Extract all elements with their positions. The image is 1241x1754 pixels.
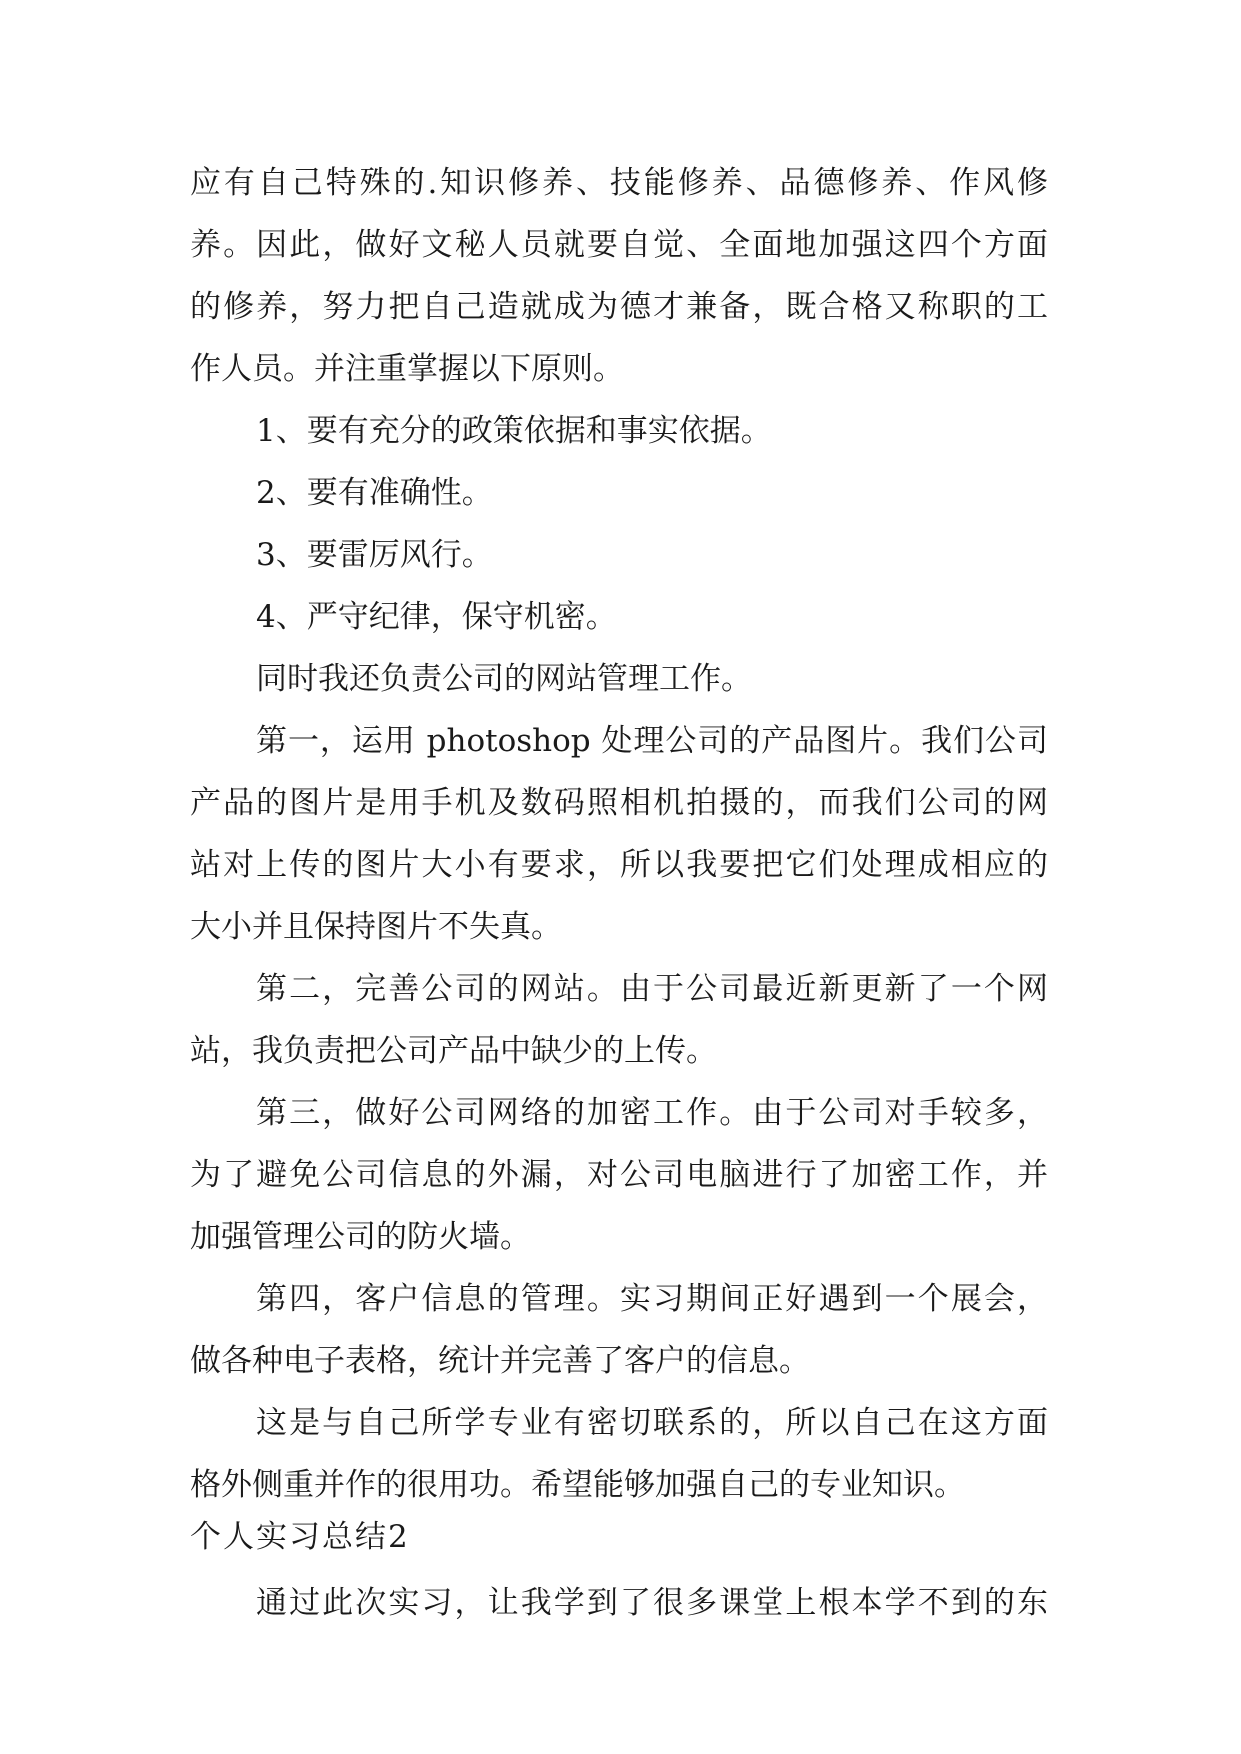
list-item: 2、要有准确性。 [256, 475, 493, 511]
paragraph-line: 大小并且保持图片不失真。 [190, 909, 562, 945]
list-item: 4、严守纪律，保守机密。 [256, 599, 617, 635]
list-item: 1、要有充分的政策依据和事实依据。 [256, 413, 772, 449]
paragraph-line: 格外侧重并作的很用功。希望能够加强自己的专业知识。 [190, 1467, 965, 1503]
paragraph-line: 的修养，努力把自己造就成为德才兼备，既合格又称职的工 [190, 289, 1048, 325]
paragraph-line: 作人员。并注重掌握以下原则。 [190, 351, 624, 387]
paragraph-line: 做各种电子表格，统计并完善了客户的信息。 [190, 1343, 810, 1379]
paragraph-line: 这是与自己所学专业有密切联系的，所以自己在这方面 [256, 1405, 1048, 1441]
list-item: 3、要雷厉风行。 [256, 537, 493, 573]
paragraph-line: 第三，做好公司网络的加密工作。由于公司对手较多， [256, 1095, 1048, 1131]
paragraph-line: 为了避免公司信息的外漏，对公司电脑进行了加密工作，并 [190, 1157, 1048, 1193]
paragraph-line: 第二，完善公司的网站。由于公司最近新更新了一个网 [256, 971, 1048, 1007]
paragraph-line: 通过此次实习，让我学到了很多课堂上根本学不到的东 [256, 1585, 1048, 1621]
paragraph-line: 应有自己特殊的.知识修养、技能修养、品德修养、作风修 [190, 165, 1048, 201]
paragraph-line: 产品的图片是用手机及数码照相机拍摄的，而我们公司的网 [190, 785, 1048, 821]
paragraph-line: 站，我负责把公司产品中缺少的上传。 [190, 1033, 717, 1069]
paragraph-line: 站对上传的图片大小有要求，所以我要把它们处理成相应的 [190, 847, 1048, 883]
paragraph-line: 第四，客户信息的管理。实习期间正好遇到一个展会， [256, 1281, 1048, 1317]
paragraph-line: 第一，运用 photoshop 处理公司的产品图片。我们公司 [256, 723, 1048, 759]
paragraph-line: 养。因此，做好文秘人员就要自觉、全面地加强这四个方面 [190, 227, 1048, 263]
paragraph-line: 加强管理公司的防火墙。 [190, 1219, 531, 1255]
section-heading: 个人实习总结2 [190, 1519, 410, 1555]
paragraph-line: 同时我还负责公司的网站管理工作。 [256, 661, 752, 697]
